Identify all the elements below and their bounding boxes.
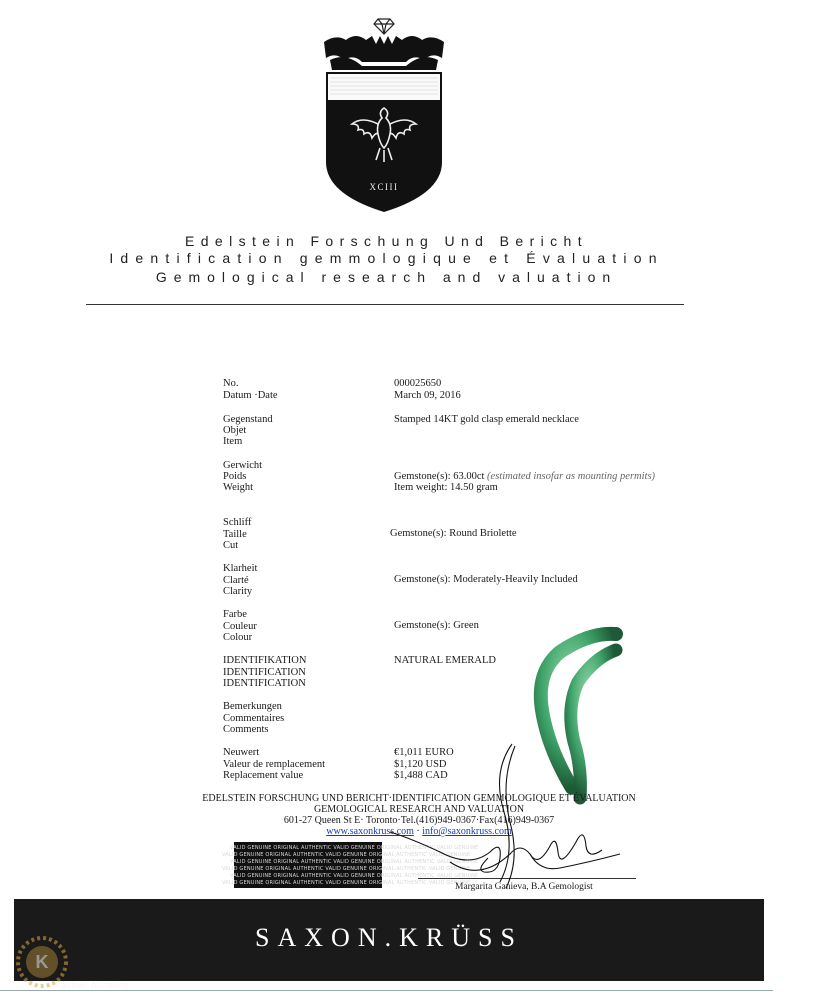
crest-logo: [316, 12, 452, 218]
label-valuation-de: Neuwert: [223, 747, 260, 758]
value-item: Stamped 14KT gold clasp emerald necklace: [394, 414, 579, 425]
footer-address: 601-27 Queen St E· Toronto·Tel.(416)949-0367·Fax(416)949-0367: [283, 815, 555, 826]
label-date: Datum ·Date: [223, 390, 278, 401]
label-colour-fr: Couleur: [223, 621, 257, 632]
value-euro: €1,011 EURO: [394, 747, 454, 758]
label-identification-en: IDENTIFICATION: [223, 678, 306, 689]
value-cut: Gemstone(s): Round Briolette: [390, 528, 517, 539]
diamond-icon: [374, 19, 394, 34]
label-cut-en: Cut: [223, 540, 239, 551]
header-divider: [86, 304, 684, 305]
crown-icon: [324, 36, 444, 70]
heading-english: Gemological research and valuation: [155, 269, 618, 285]
security-hologram: [222, 842, 479, 888]
value-item-weight: Item weight: 14.50 gram: [394, 482, 498, 493]
label-weight-en: Weight: [223, 482, 254, 493]
value-cad: $1,488 CAD: [394, 770, 448, 781]
heading-german: Edelstein Forschung Und Bericht: [184, 233, 589, 249]
email-link[interactable]: info@saxonkruss.com: [422, 826, 512, 837]
footer-link-separator: ·: [413, 826, 423, 837]
label-comments-fr: Commentaires: [223, 713, 285, 724]
label-comments-en: Comments: [223, 724, 269, 735]
label-valuation-en: Replacement value: [223, 770, 304, 781]
brand-name: SAXON.KRÜSS: [255, 923, 523, 952]
brand-banner: [14, 899, 764, 981]
label-weight-de: Gerwicht: [223, 460, 263, 471]
auction-watermark: [8, 928, 130, 996]
label-colour-en: Colour: [223, 632, 253, 643]
label-identification-fr: IDENTIFICATION: [223, 667, 306, 678]
label-item-fr: Objet: [223, 425, 247, 436]
watermark-text: Kastner Auctions: [54, 980, 130, 990]
crest-numeral: XCIII: [369, 182, 399, 192]
label-clarity-en: Clarity: [223, 586, 253, 597]
hologram-text: VALID GENUINE ORIGINAL AUTHENTIC VALID GENUINE ORIGINAL AUTHENTIC VALID GENUINE: [230, 859, 479, 865]
label-clarity-de: Klarheit: [223, 563, 258, 574]
label-clarity-fr: Clarté: [223, 575, 249, 586]
value-gemstone-weight: [394, 471, 655, 483]
value-date: March 09, 2016: [394, 390, 461, 401]
label-item-en: Item: [223, 436, 243, 447]
hologram-text: VALID GENUINE ORIGINAL AUTHENTIC VALID GENUINE ORIGINAL AUTHENTIC VALID GENUINE: [222, 866, 471, 872]
label-identification-de: IDENTIFIKATION: [223, 655, 307, 666]
hologram-text: VALID GENUINE ORIGINAL AUTHENTIC VALID GENUINE ORIGINAL AUTHENTIC VALID GENUINE: [222, 880, 471, 886]
label-item-de: Gegenstand: [223, 414, 273, 425]
footer-line-2: GEMOLOGICAL RESEARCH AND VALUATION: [313, 804, 525, 815]
hologram-text: VALID GENUINE ORIGINAL AUTHENTIC VALID GENUINE ORIGINAL AUTHENTIC VALID GENUINE: [230, 873, 479, 879]
heading-french: Identification gemmologique et Évaluation: [109, 250, 664, 266]
label-cut-fr: Taille: [223, 529, 247, 540]
value-clarity: Gemstone(s): Moderately-Heavily Included: [394, 574, 578, 585]
svg-text:K: K: [35, 952, 49, 972]
label-comments-de: Bemerkungen: [223, 701, 282, 712]
label-number: No.: [223, 378, 239, 389]
signature-caption: Margarita Ganieva, B.A Gemologist: [455, 882, 593, 892]
label-valuation-fr: Valeur de remplacement: [223, 759, 326, 770]
label-cut-de: Schliff: [223, 517, 252, 528]
value-number: 000025650: [394, 378, 442, 389]
value-colour: Gemstone(s): Green: [394, 620, 479, 631]
value-identification: NATURAL EMERALD: [394, 655, 496, 666]
footer-line-1: EDELSTEIN FORSCHUNG UND BERICHT·IDENTIFICATION GEMMOLOGIQUE ET ÉVALUATION: [202, 793, 636, 804]
signature-scribble: [380, 742, 630, 892]
hologram-text: VALID GENUINE ORIGINAL AUTHENTIC VALID GENUINE ORIGINAL AUTHENTIC VALID GENUINE: [222, 852, 471, 858]
label-colour-de: Farbe: [223, 609, 247, 620]
label-weight-fr: Poids: [223, 471, 247, 482]
hologram-text: VALID GENUINE ORIGINAL AUTHENTIC VALID GENUINE ORIGINAL AUTHENTIC VALID GENUINE: [230, 845, 479, 851]
website-link[interactable]: www.saxonkruss.com: [326, 826, 414, 837]
value-gemstones: Gemstone(s): 63.00ct: [394, 471, 485, 482]
value-gemstones-note: (estimated insofar as mounting permits): [487, 471, 656, 482]
value-usd: $1,120 USD: [394, 759, 447, 770]
